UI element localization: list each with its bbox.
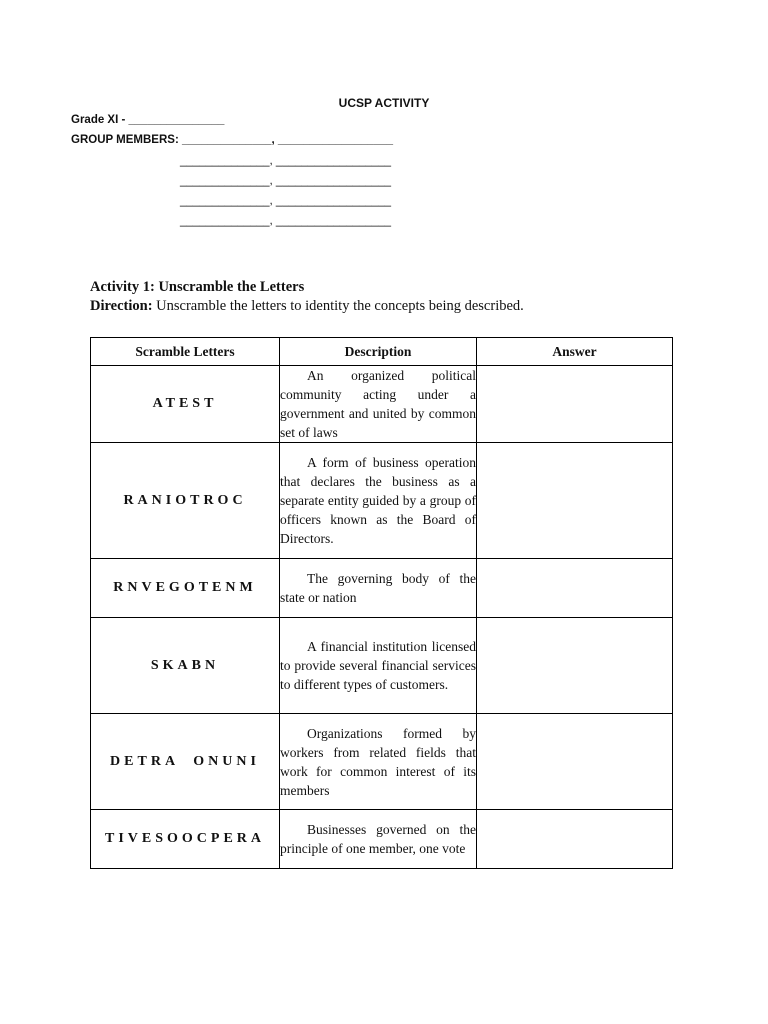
header-description: Description (280, 338, 477, 366)
member-blank-line: ______________, __________________ (180, 195, 392, 207)
description-text: A form of business operation that declares the business as a separate entity guided by a group of officers known as the Board of Directors. (280, 455, 476, 546)
answer-cell[interactable] (477, 810, 673, 869)
description-text: The governing body of the state or nation (280, 571, 476, 605)
description-cell (280, 559, 477, 618)
description-cell (280, 618, 477, 714)
activity-title: Activity 1: Unscramble the Letters (90, 279, 305, 295)
direction-text: Unscramble the letters to identity the concepts being described. (152, 298, 524, 314)
direction-label: Direction: (90, 298, 153, 314)
answer-cell[interactable] (477, 443, 673, 559)
grade-line: Grade XI - _______________ (71, 114, 225, 126)
description-cell (280, 366, 477, 443)
description-cell (280, 443, 477, 559)
header-scramble-letters: Scramble Letters (91, 338, 280, 366)
description-text: Organizations formed by workers from related fields that work for common interest of its members (280, 725, 476, 798)
description-text: Businesses governed on the principle of one member, one vote (280, 822, 476, 856)
answer-cell[interactable] (477, 618, 673, 714)
answer-cell[interactable] (477, 714, 673, 810)
member-blank-line: ______________, __________________ (180, 155, 392, 167)
table-row (91, 366, 673, 443)
scramble-cell: RNVEGOTENM (91, 559, 280, 618)
scramble-cell: TIVESOOCPERA (91, 810, 280, 869)
scramble-cell: DETRA ONUNI (91, 714, 280, 810)
table-row (91, 443, 673, 559)
table-header-row (91, 338, 673, 366)
member-blank-line: ______________, __________________ (180, 175, 392, 187)
activity-table (90, 337, 673, 869)
table-row (91, 618, 673, 714)
description-cell (280, 714, 477, 810)
table-row (91, 714, 673, 810)
member-blank-line: ______________, __________________ (180, 215, 392, 227)
document-title: UCSP ACTIVITY (338, 96, 430, 110)
scramble-cell: ATEST (91, 366, 280, 443)
description-text: An organized political community acting under a government and united by common set of laws (280, 368, 476, 440)
group-members-line: GROUP MEMBERS: ______________, __________________ (71, 134, 394, 146)
scramble-cell: SKABN (91, 618, 280, 714)
table-row (91, 559, 673, 618)
header-answer: Answer (477, 338, 673, 366)
answer-cell[interactable] (477, 366, 673, 443)
description-text: A financial institution licensed to provide several financial services to different types of customers. (280, 639, 476, 692)
direction (90, 298, 524, 315)
scramble-cell: RANIOTROC (91, 443, 280, 559)
description-cell (280, 810, 477, 869)
answer-cell[interactable] (477, 559, 673, 618)
table-row (91, 810, 673, 869)
